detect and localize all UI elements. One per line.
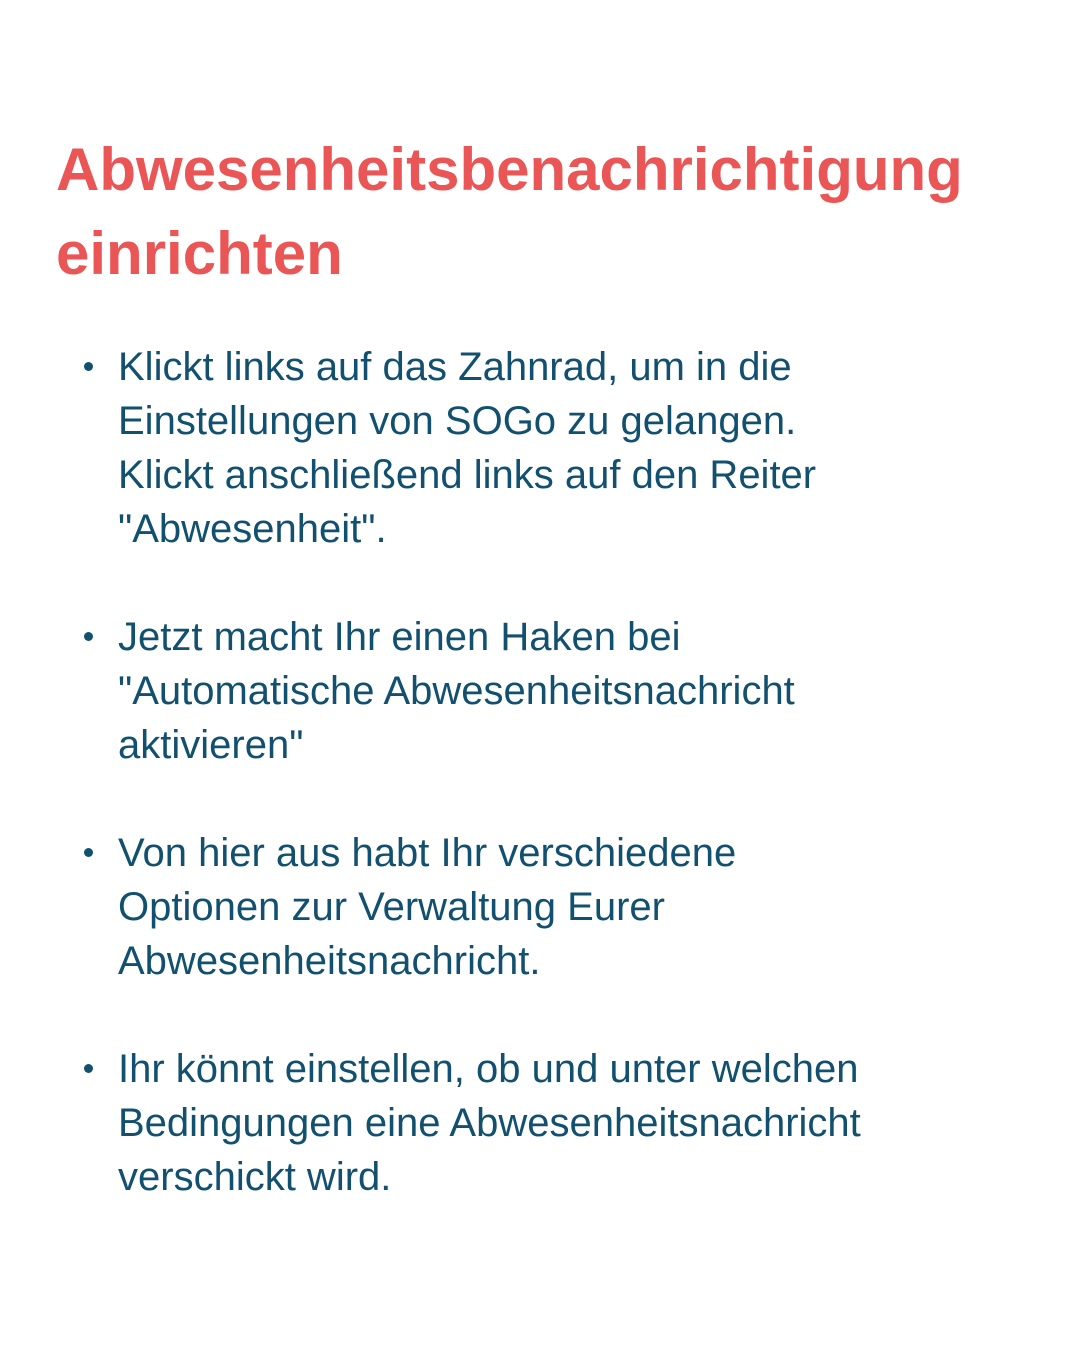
- list-item-text: Ihr könnt einstellen, ob und unter welchen Bedingungen eine Abwesenheitsnachricht verschickt wird.: [118, 1047, 861, 1199]
- list-item-text: Von hier aus habt Ihr verschiedene Optionen zur Verwaltung Eurer Abwesenheitsnachricht.: [118, 831, 737, 983]
- page-title: Abwesenheitsbenachrichtigung einrichten: [56, 136, 963, 287]
- bullet-icon: [84, 848, 93, 857]
- bullet-icon: [84, 1064, 93, 1073]
- list-item-text: Jetzt macht Ihr einen Haken bei "Automatische Abwesenheitsnachricht aktivieren": [118, 615, 795, 767]
- list-item-text: Klickt links auf das Zahnrad, um in die Einstellungen von SOGo zu gelangen. Klickt anschließend links auf den Reiter "Abwesenheit".: [118, 345, 817, 551]
- bullet-icon: [84, 632, 93, 641]
- bullet-icon: [84, 362, 93, 371]
